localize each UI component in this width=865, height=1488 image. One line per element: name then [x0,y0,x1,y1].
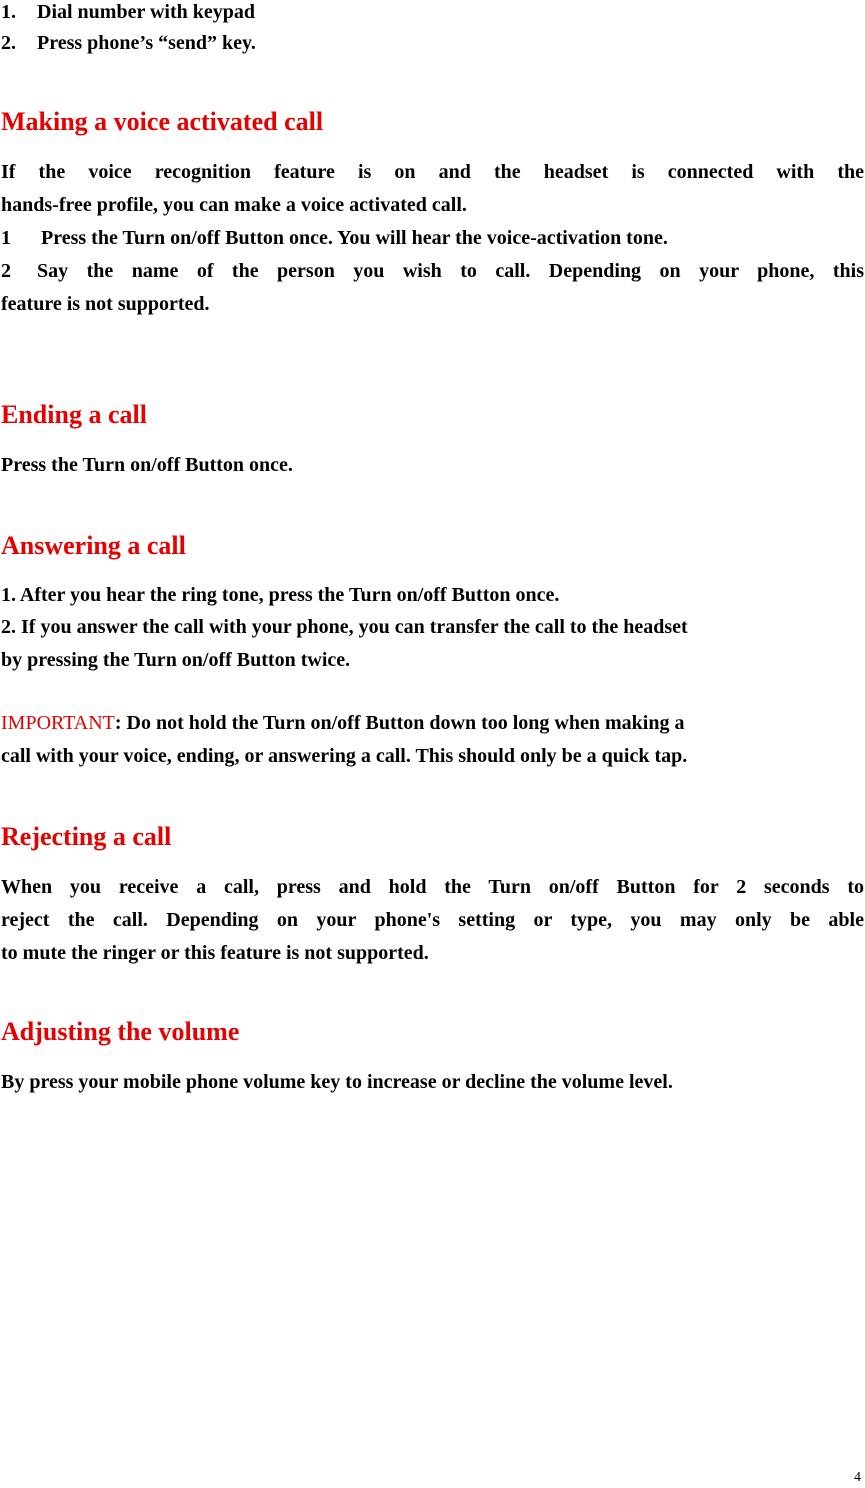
important-line-1 [1,710,684,736]
answering-call-line-1: 1. After you hear the ring tone, press the Turn on/off Button once. [1,584,560,606]
voice-call-step-2-text: Say the name of the person you wish to call. Depending on your phone, this [37,260,864,282]
answering-call-heading: Answering a call [1,531,186,560]
important-label: IMPORTANT [1,712,115,734]
dial-step-1-number: 1. [1,1,16,23]
page-number: 4 [854,1470,861,1485]
voice-call-step-1-number: 1 [1,227,11,249]
dial-step-2 [1,30,256,56]
voice-call-step-1-text: Press the Turn on/off Button once. You will hear the voice-activation tone. [41,227,668,249]
voice-call-step-1 [1,225,668,251]
rejecting-call-line-3: to mute the ringer or this feature is not supported. [1,942,429,964]
voice-call-step-2-line-1 [1,258,864,284]
important-line-1-text: : Do not hold the Turn on/off Button down too long when making a [114,712,685,734]
dial-step-1-text: Dial number with keypad [37,1,256,23]
voice-call-intro-line-1: If the voice recognition feature is on and the headset is connected with the [1,161,864,183]
rejecting-call-heading: Rejecting a call [1,822,172,851]
answering-call-line-3: by pressing the Turn on/off Button twice. [1,649,351,671]
dial-step-2-number: 2. [1,32,16,54]
dial-step-1 [1,0,255,25]
dial-step-2-text: Press phone’s “send” key. [37,32,256,54]
answering-call-line-2: 2. If you answer the call with your phone, you can transfer the call to the headset [1,616,688,638]
rejecting-call-line-2: reject the call. Depending on your phone's setting or type, you may only be able [1,909,864,931]
important-line-2: call with your voice, ending, or answering a call. This should only be a quick tap. [1,745,688,767]
ending-call-text: Press the Turn on/off Button once. [1,454,293,476]
voice-call-step-2-line-2: feature is not supported. [1,293,210,315]
voice-call-step-2-number: 2 [1,260,11,282]
voice-call-intro-line-2: hands-free profile, you can make a voice activated call. [1,194,467,216]
volume-text: By press your mobile phone volume key to increase or decline the volume level. [1,1071,673,1093]
rejecting-call-line-1: When you receive a call, press and hold the Turn on/off Button for 2 seconds to [1,876,864,898]
ending-call-heading: Ending a call [1,400,147,429]
voice-call-heading: Making a voice activated call [1,107,324,136]
volume-heading: Adjusting the volume [1,1017,240,1046]
